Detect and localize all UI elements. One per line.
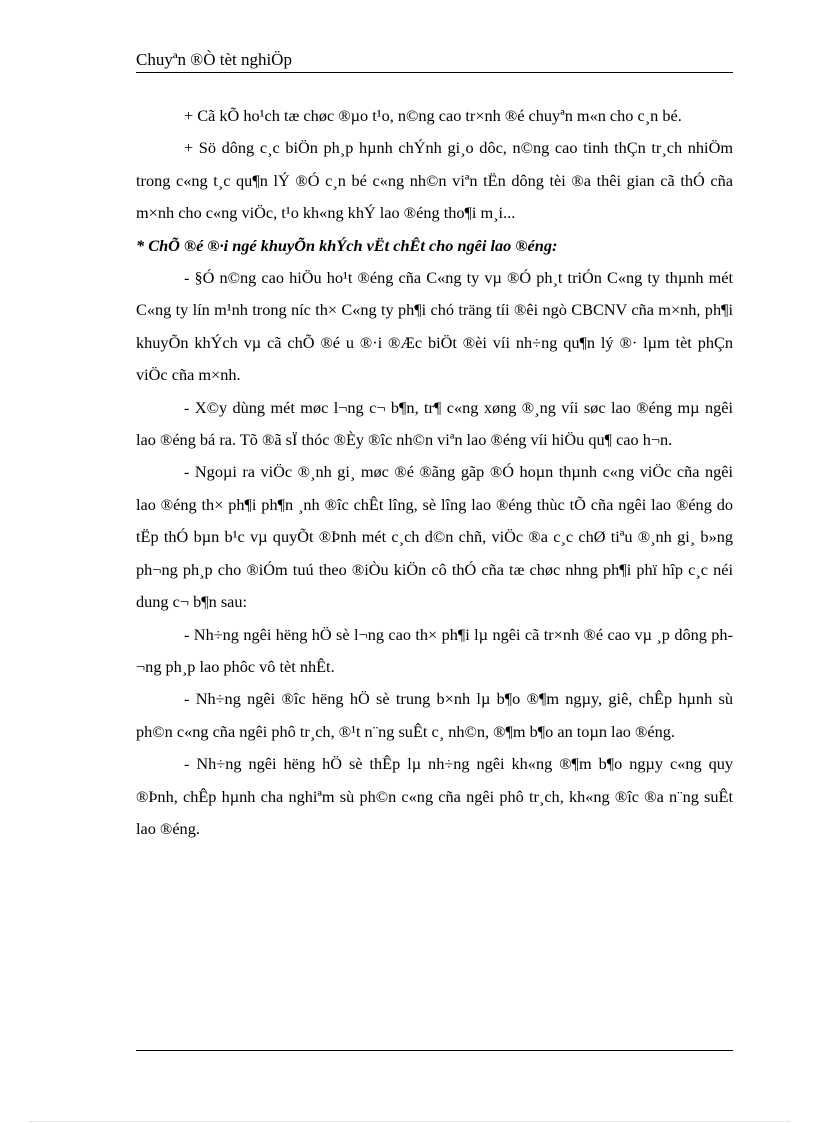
paragraph: + Sö dông c¸c biÖn ph¸p hµnh chÝnh gi¸o dôc, n©ng cao tinh thÇn tr¸ch nhiÖm trong c«ng t¸c qu¶n lÝ ®Ó c¸n bé c«ng nh©n viªn tËn dông tèi ®a thêi gian cã thÓ cña m×nh cho c«ng viÖc, t¹o kh«ng khÝ lao ®éng tho¶i m¸i... xyxy=(136,138,733,223)
header-title: Chuyªn ®Ò tèt nghiÖp xyxy=(136,50,292,69)
footer-rule xyxy=(136,1050,733,1051)
paragraph: - Nh÷ng ngêi ®îc hëng hÖ sè trung b×nh lµ b¶o ®¶m ngµy, giê, chÊp hµnh sù ph©n c«ng cña ngêi phô tr¸ch, ®¹t n¨ng suÊt c¸ nh©n, ®¶m b¶o an toµn lao ®éng. xyxy=(136,689,733,741)
paragraph: - Ngoµi ra viÖc ®¸nh gi¸ møc ®é ®ãng gãp ®Ó hoµn thµnh c«ng viÖc cña ngêi lao ®éng th× ph¶i ph¶n ¸nh ®îc chÊt lîng, sè lîng lao ®éng thùc tÕ cña ngêi lao ®éng do tËp thÓ bµn b¹c vµ quyÕt ®Þnh mét c¸ch d©n chñ, viÖc ®a c¸c chØ tiªu ®¸nh gi¸ b»ng ph¬ng ph¸p cho ®iÓm tuú theo ®iÒu kiÖn cô thÓ cña tæ chøc nhng ph¶i phï hîp c¸c néi dung c¬ b¶n sau: xyxy=(136,462,733,612)
paragraph: - §Ó n©ng cao hiÖu ho¹t ®éng cña C«ng ty vµ ®Ó ph¸t triÓn C«ng ty thµnh mét C«ng ty lín m¹nh trong níc th× C«ng ty ph¶i chó träng tíi ®êi ngò CBCNV cña m×nh, ph¶i khuyÕn khÝch vµ cã chÕ ®é u ®·i ®Æc biÖt ®èi víi nh÷ng qu¶n lý ®· lµm tèt phÇn viÖc cña m×nh. xyxy=(136,268,733,385)
section-heading: * ChÕ ®é ®·i ngé khuyÕn khÝch vËt chÊt cho ngêi lao ®éng: xyxy=(136,235,558,255)
page-edge-divider xyxy=(30,1121,790,1122)
paragraph: - X©y dùng mét møc l¬ng c¬ b¶n, tr¶ c«ng xøng ®¸ng víi søc lao ®éng mµ ngêi lao ®éng bá ra. Tõ ®ã sÏ thóc ®Èy ®îc nh©n viªn lao ®éng víi hiÖu qu¶ cao h¬n. xyxy=(136,397,733,450)
page-header xyxy=(136,50,733,73)
paragraph: - Nh÷ng ngêi hëng hÖ sè l¬ng cao th× ph¶i lµ ngêi cã tr×nh ®é cao vµ ¸p dông ph¬ng ph¸p lao phôc vô tèt nhÊt. xyxy=(136,624,733,676)
paragraph: + Cã kÕ ho¹ch tæ chøc ®µo t¹o, n©ng cao tr×nh ®é chuyªn m«n cho c¸n bé. xyxy=(184,106,682,125)
paragraph: - Nh÷ng ngêi hëng hÖ sè thÊp lµ nh÷ng ngêi kh«ng ®¶m b¶o ngµy c«ng quy ®Þnh, chÊp hµnh cha nghiªm sù ph©n c«ng cña ngêi phô tr¸ch, kh«ng ®îc ®a n¨ng suÊt lao ®éng. xyxy=(136,754,733,838)
document-body xyxy=(136,100,733,845)
